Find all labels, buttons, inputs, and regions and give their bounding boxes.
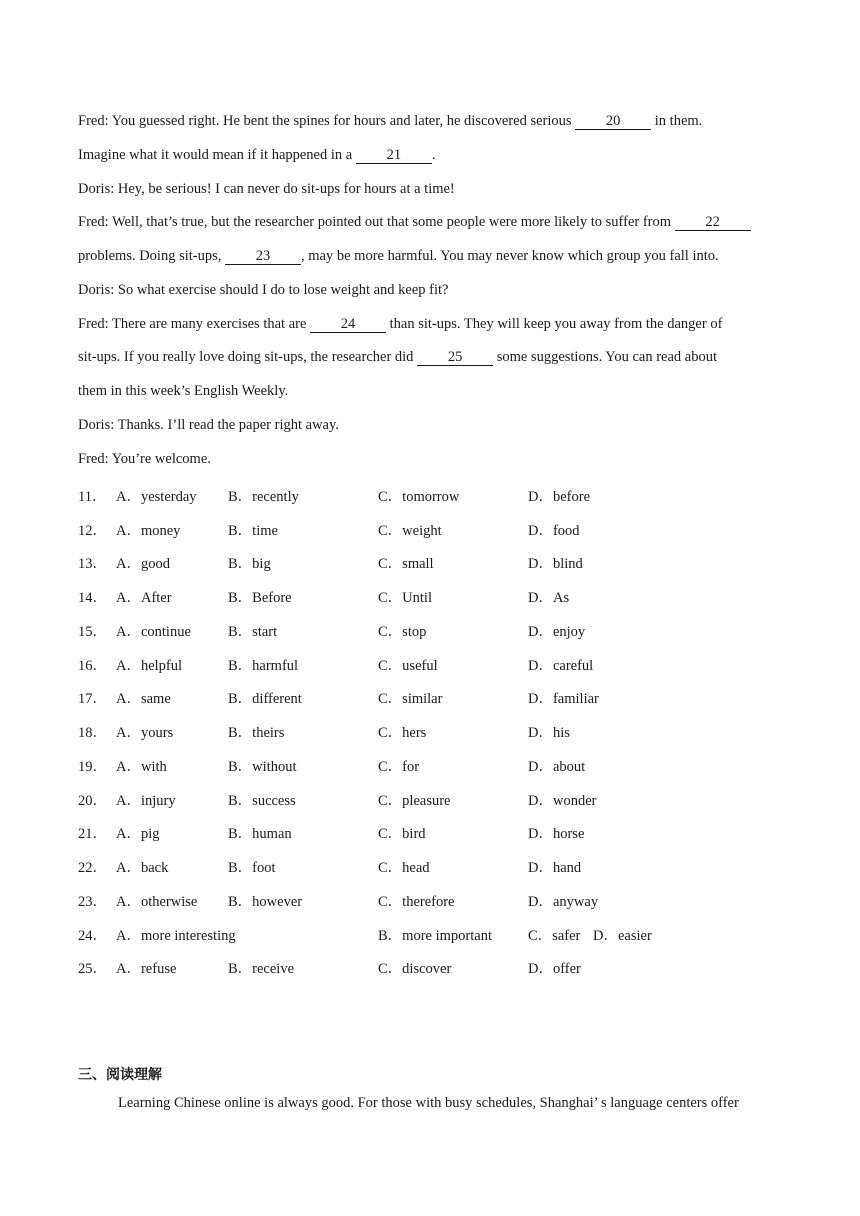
- question-row: [78, 721, 798, 741]
- question-row: [78, 755, 798, 775]
- option-b: B．big: [228, 556, 271, 572]
- option-c: C．small: [378, 556, 434, 572]
- answer-blank: 21: [356, 148, 432, 164]
- question-row: [78, 586, 798, 606]
- option-a: A．continue: [116, 624, 191, 640]
- option-a: A．money: [116, 523, 181, 539]
- dialogue-text: Doris: Hey, be serious! I can never do sit-ups for hours at a time!: [78, 181, 455, 197]
- option-a: A．yours: [116, 725, 174, 741]
- option-a: A．refuse: [116, 961, 177, 977]
- question-number: 25．: [78, 961, 107, 977]
- question-number: 17．: [78, 691, 107, 707]
- dialogue-text: Imagine what it would mean if it happened in a: [78, 147, 356, 163]
- question-number: 20．: [78, 793, 107, 809]
- dialogue-text: in them.: [651, 113, 703, 129]
- option-a: A．pig: [116, 826, 160, 842]
- option-c: C．safer: [528, 928, 581, 944]
- dialogue-line: [78, 349, 717, 366]
- option-c: C．head: [378, 860, 430, 876]
- option-b: B．human: [228, 826, 292, 842]
- question-row: [78, 519, 798, 539]
- option-b: B．theirs: [228, 725, 285, 741]
- option-c: C．bird: [378, 826, 426, 842]
- option-d: D．food: [528, 523, 580, 539]
- question-row: [78, 552, 798, 572]
- question-number: 19．: [78, 759, 107, 775]
- question-row: [78, 654, 798, 674]
- dialogue-text: Fred: You’re welcome.: [78, 451, 211, 467]
- option-c: C．for: [378, 759, 420, 775]
- option-d: D．hand: [528, 860, 582, 876]
- option-c: C．pleasure: [378, 793, 451, 809]
- question-number: 18．: [78, 725, 107, 741]
- question-number: 11．: [78, 489, 107, 505]
- dialogue-line: [78, 316, 722, 333]
- dialogue-line: [78, 113, 702, 130]
- question-row: [78, 890, 798, 910]
- option-c: C．useful: [378, 658, 438, 674]
- dialogue-line: [78, 248, 719, 265]
- option-c: C．Until: [378, 590, 432, 606]
- option-b: B．without: [228, 759, 297, 775]
- option-c: C．stop: [378, 624, 427, 640]
- option-d: D．about: [528, 759, 586, 775]
- question-row: [78, 924, 798, 944]
- option-c: C．tomorrow: [378, 489, 460, 505]
- option-d: D．offer: [528, 961, 581, 977]
- dialogue-line: [78, 383, 288, 400]
- option-c: C．discover: [378, 961, 452, 977]
- section-title: 三、阅读理解: [78, 1067, 162, 1083]
- dialogue-text: problems. Doing sit-ups,: [78, 248, 226, 264]
- option-c: C．similar: [378, 691, 443, 707]
- option-d: D．easier: [593, 928, 652, 944]
- dialogue-text: , may be more harmful. You may never know which group you fall into.: [301, 248, 719, 264]
- option-b: B．recently: [228, 489, 299, 505]
- answer-blank: 20: [575, 114, 651, 130]
- option-a: A．otherwise: [116, 894, 198, 910]
- dialogue-line: [78, 451, 211, 468]
- question-number: 15．: [78, 624, 107, 640]
- option-c: C．hers: [378, 725, 427, 741]
- option-d: D．horse: [528, 826, 585, 842]
- dialogue-text: Fred: There are many exercises that are: [78, 316, 311, 332]
- option-a: A．same: [116, 691, 171, 707]
- question-number: 21．: [78, 826, 107, 842]
- dialogue-text: than sit-ups. They will keep you away from the danger of: [386, 316, 723, 332]
- dialogue-text: Doris: Thanks. I’ll read the paper right away.: [78, 417, 339, 433]
- option-c: C．weight: [378, 523, 442, 539]
- option-b: B．success: [228, 793, 296, 809]
- question-row: [78, 620, 798, 640]
- dialogue-text: some suggestions. You can read about: [493, 349, 717, 365]
- option-b: B．more important: [378, 928, 492, 944]
- dialogue-line: [78, 181, 455, 198]
- option-b: B．Before: [228, 590, 292, 606]
- option-b: B．receive: [228, 961, 295, 977]
- option-a: A．back: [116, 860, 169, 876]
- option-d: D．before: [528, 489, 591, 505]
- question-number: 14．: [78, 590, 107, 606]
- question-row: [78, 957, 798, 977]
- dialogue-line: [78, 417, 339, 434]
- option-d: D．careful: [528, 658, 594, 674]
- question-number: 13．: [78, 556, 107, 572]
- question-number: 12．: [78, 523, 107, 539]
- option-a: A．injury: [116, 793, 176, 809]
- dialogue-line: [78, 282, 448, 299]
- option-b: B．start: [228, 624, 278, 640]
- question-number: 16．: [78, 658, 107, 674]
- option-a: A．good: [116, 556, 170, 572]
- reading-passage: Learning Chinese online is always good. For those with busy schedules, Shanghai’ s language centers offer: [118, 1095, 739, 1111]
- option-d: D．As: [528, 590, 570, 606]
- option-d: D．familiar: [528, 691, 599, 707]
- question-number: 24．: [78, 928, 107, 944]
- option-a: A．more interesting: [116, 928, 236, 944]
- option-b: B．different: [228, 691, 302, 707]
- dialogue-text: Fred: Well, that’s true, but the researcher pointed out that some people were more likely to suffer from: [78, 214, 675, 230]
- option-d: D．enjoy: [528, 624, 586, 640]
- question-row: [78, 789, 798, 809]
- answer-blank: 23: [225, 249, 301, 265]
- dialogue-text: them in this week’s English Weekly.: [78, 383, 289, 399]
- option-b: B．foot: [228, 860, 276, 876]
- option-a: A．with: [116, 759, 167, 775]
- answer-blank: 22: [675, 215, 751, 231]
- dialogue-line: [78, 147, 435, 164]
- dialogue-text: Fred: You guessed right. He bent the spines for hours and later, he discovered serious: [78, 113, 576, 129]
- dialogue-text: .: [431, 147, 436, 163]
- question-row: [78, 687, 798, 707]
- question-row: [78, 856, 798, 876]
- answer-blank: 25: [417, 350, 493, 366]
- question-row: [78, 485, 798, 505]
- option-b: B．however: [228, 894, 303, 910]
- option-a: A．yesterday: [116, 489, 197, 505]
- option-a: A．After: [116, 590, 172, 606]
- question-number: 23．: [78, 894, 107, 910]
- option-d: D．wonder: [528, 793, 597, 809]
- question-row: [78, 822, 798, 842]
- option-a: A．helpful: [116, 658, 183, 674]
- option-d: D．his: [528, 725, 570, 741]
- dialogue-text: sit-ups. If you really love doing sit-ups, the researcher did: [78, 349, 418, 365]
- option-d: D．blind: [528, 556, 583, 572]
- option-d: D．anyway: [528, 894, 599, 910]
- dialogue-line: [78, 214, 751, 231]
- answer-blank: 24: [310, 317, 386, 333]
- option-b: B．harmful: [228, 658, 299, 674]
- option-c: C．therefore: [378, 894, 455, 910]
- dialogue-text: Doris: So what exercise should I do to lose weight and keep fit?: [78, 282, 449, 298]
- option-b: B．time: [228, 523, 278, 539]
- question-number: 22．: [78, 860, 107, 876]
